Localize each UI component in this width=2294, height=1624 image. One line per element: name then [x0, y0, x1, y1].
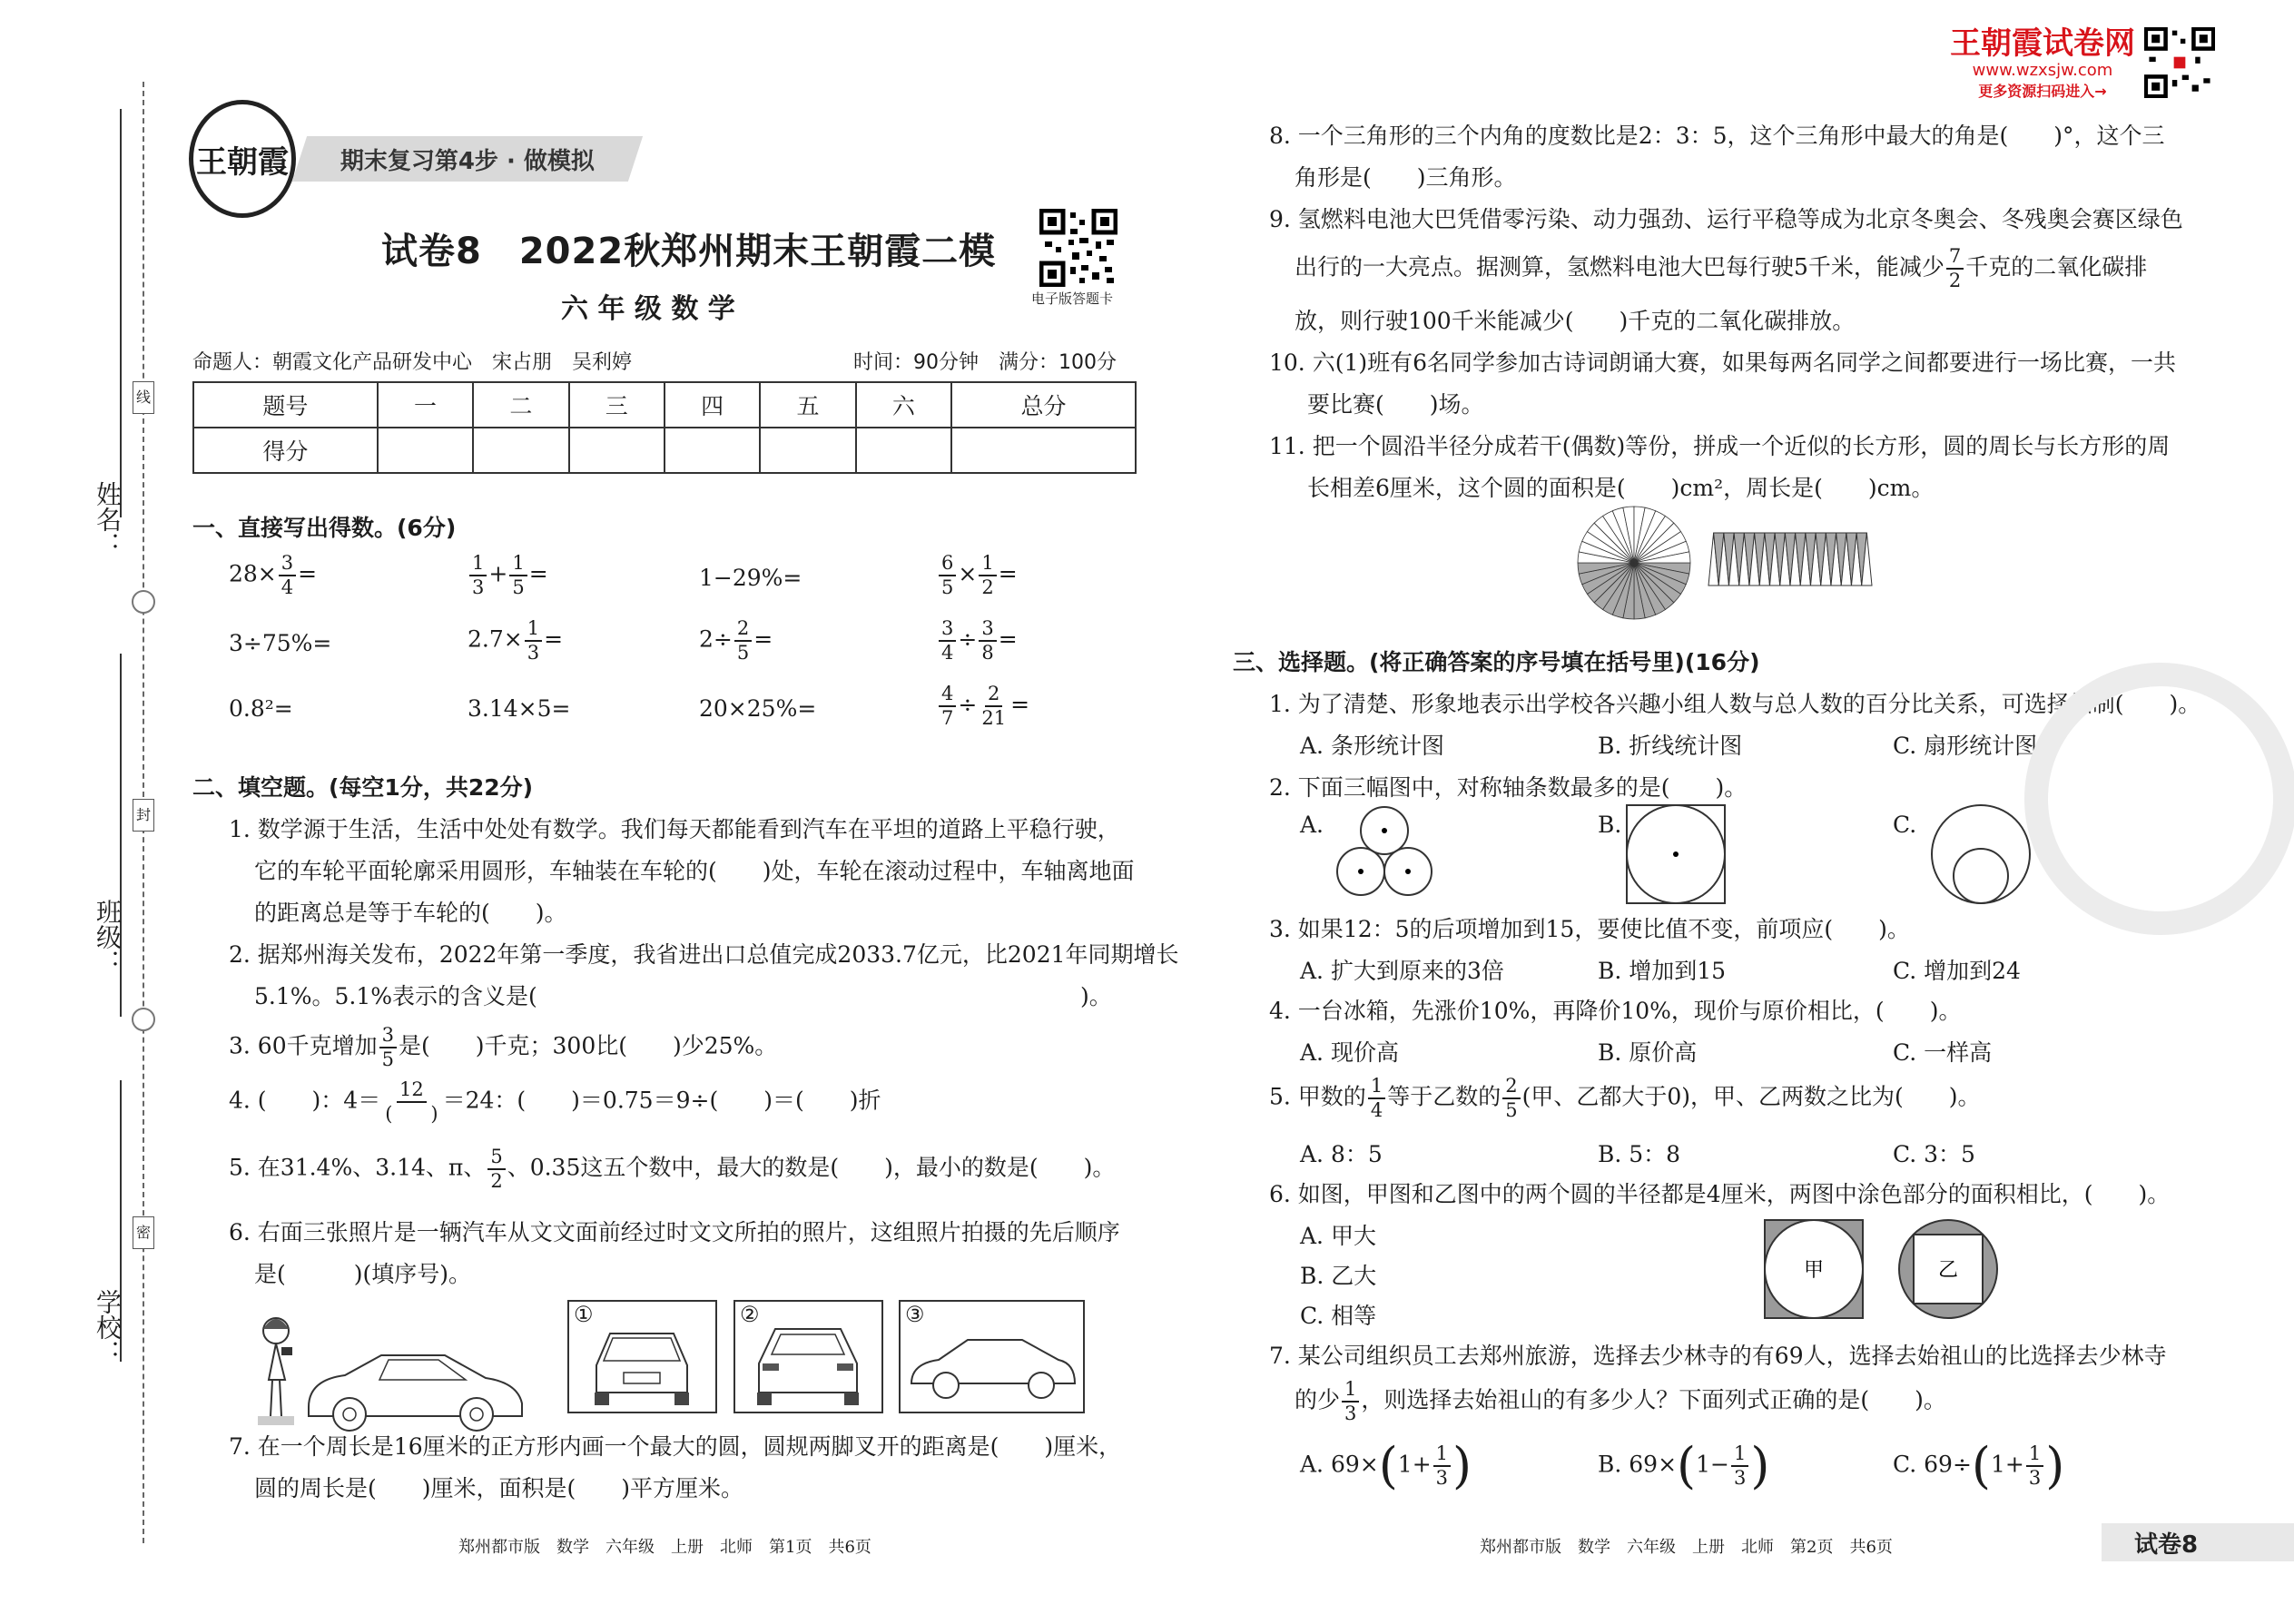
- question-text: )。: [1080, 983, 1112, 1009]
- question-text: 9. 氢燃料电池大巴凭借零污染、动力强劲、运行平稳等成为北京冬奥会、冬残奥会赛区绿色: [1269, 206, 2183, 232]
- question-text: 8. 一个三角形的三个内角的度数比是2：3：5，这个三角形中最大的角是( )°，这个三: [1269, 123, 2165, 149]
- calc-item: $\frac{1}{3}$ + $\frac{1}{5}$ =: [468, 554, 548, 597]
- table-cell: 总分: [951, 382, 1136, 428]
- binding-hole: [132, 1008, 155, 1031]
- option-b[interactable]: B. 折线统计图: [1598, 733, 1743, 759]
- question-text: 2. 下面三幅图中，对称轴条数最多的是( )。: [1269, 774, 1748, 801]
- review-ribbon: 期末复习第4步 · 做模拟: [292, 136, 643, 182]
- calc-item: 3.14×5=: [468, 695, 571, 722]
- car-side-photo: [901, 1302, 1083, 1412]
- calc-item: 20×25%=: [699, 695, 817, 722]
- brand-logo[interactable]: 王朝霞试卷网 www.wzxsjw.com 更多资源扫码进入→: [1950, 25, 2135, 101]
- question-text: 7. 某公司组织员工去郑州旅游，选择去少林寺的有69人，选择去始祖山的比选择去少林寺: [1269, 1343, 2167, 1369]
- name-blank[interactable]: [120, 109, 122, 517]
- photo-3: ③: [899, 1300, 1085, 1413]
- table-cell: 四: [665, 382, 760, 428]
- table-cell: 六: [856, 382, 951, 428]
- tangent-circles-figure: [1925, 803, 2038, 905]
- table-cell: 题号: [193, 382, 378, 428]
- question-5-choice: 5. 甲数的 $\frac{1}{4}$ 等于乙数的 $\frac{2}{5}$ (甲、乙都大于0)，甲、乙两数之比为( )。: [1269, 1075, 1981, 1121]
- question-text: 3. 如果12：5的后项增加到15，要使比值不变，前项应( )。: [1269, 916, 1910, 942]
- exam-authors: 命题人：朝霞文化产品研发中心 宋占朋 吴利婷: [192, 351, 633, 374]
- score-value-row: [193, 428, 1136, 473]
- question-text: 的距离总是等于车轮的( )。: [254, 900, 567, 926]
- score-input-cell[interactable]: [951, 428, 1136, 473]
- option-a[interactable]: A. 现价高: [1300, 1039, 1399, 1066]
- name-label: 姓名：: [93, 481, 123, 557]
- logo-text: 王朝霞: [196, 143, 289, 181]
- question-text: 1. 为了清楚、形象地表示出学校各兴趣小组人数与总人数的百分比关系，可选择绘制( )。: [1269, 691, 2201, 717]
- section-1-heading: 一、直接写出得数。(6分): [192, 515, 457, 541]
- table-cell: 得分: [193, 428, 378, 473]
- table-cell: 三: [569, 382, 665, 428]
- calc-item: 1−29%=: [699, 565, 802, 591]
- option-a[interactable]: A.: [1300, 812, 1324, 838]
- option-a[interactable]: A. 8：5: [1300, 1141, 1383, 1167]
- option-a[interactable]: A. 69×(1+ $\frac{1}{3}$ ): [1300, 1437, 1472, 1494]
- calc-item: 2.7× $\frac{1}{3}$ =: [468, 617, 564, 664]
- qr-caption: 电子版答题卡: [1031, 290, 1114, 307]
- question-text: 2. 据郑州海关发布，2022年第一季度，我省进出口总值完成2033.7亿元，比2021年同期增长: [229, 941, 1179, 968]
- score-input-cell[interactable]: [760, 428, 855, 473]
- photo-1: ①: [567, 1300, 717, 1413]
- option-c[interactable]: C. 增加到24: [1893, 958, 2021, 984]
- class-label: 班级：: [93, 899, 123, 975]
- option-b[interactable]: B. 5：8: [1598, 1141, 1681, 1167]
- option-a[interactable]: A. 甲大: [1300, 1223, 1376, 1249]
- option-a[interactable]: A. 扩大到原来的3倍: [1300, 958, 1504, 984]
- option-c[interactable]: C. 扇形统计图: [1893, 733, 2038, 759]
- option-c[interactable]: C. 相等: [1300, 1303, 1377, 1329]
- option-c[interactable]: C. 3：5: [1893, 1141, 1975, 1167]
- footer-right: 郑州都市版 数学 六年级 上册 北师 第2页 共6页: [1480, 1538, 1893, 1557]
- score-input-cell[interactable]: [569, 428, 665, 473]
- question-text: 放，则行驶100千米能减少( )千克的二氧化碳排放。: [1295, 308, 1856, 334]
- question-text: 1. 数学源于生活，生活中处处有数学。我们每天都能看到汽车在平坦的道路上平稳行驶，: [229, 816, 1120, 842]
- circle-in-square-figure: [1625, 803, 1727, 905]
- exam-time: 时间：90分钟 满分：100分: [853, 351, 1117, 374]
- calc-item: $\frac{6}{5}$ × $\frac{1}{2}$ =: [937, 554, 1018, 597]
- brand-qr-icon[interactable]: [2144, 27, 2215, 98]
- score-input-cell[interactable]: [856, 428, 951, 473]
- seal-feng-mark: 封: [133, 799, 154, 832]
- option-c[interactable]: C.: [1893, 812, 1917, 838]
- footer-left: 郑州都市版 数学 六年级 上册 北师 第1页 共6页: [458, 1538, 871, 1557]
- question-text: 7. 在一个周长是16厘米的正方形内画一个最大的圆，圆规两脚叉开的距离是( )厘米，: [229, 1433, 1122, 1460]
- figure-jia: [1763, 1218, 1865, 1320]
- option-b[interactable]: B. 原价高: [1598, 1039, 1698, 1066]
- school-label: 学校：: [93, 1289, 123, 1365]
- calc-item: $\frac{3}{4}$ ÷ $\frac{3}{8}$ =: [937, 619, 1018, 663]
- question-text: 10. 六(1)班有6名同学参加古诗词朗诵大赛，如果每两名同学之间都要进行一场比赛，一共: [1269, 349, 2177, 376]
- approx-rectangle-figure: [1707, 531, 1875, 587]
- figure-yi: [1897, 1218, 1999, 1320]
- option-c[interactable]: C. 一样高: [1893, 1039, 1993, 1066]
- question-text: 要比赛( )场。: [1307, 391, 1484, 418]
- binding-hole: [132, 590, 155, 614]
- qr-code-icon[interactable]: [1039, 209, 1117, 287]
- question-text: 角形是( )三角形。: [1295, 164, 1517, 191]
- question-4: 4. ( )：4＝ $\frac{12}{( )}$ ＝24：( )＝0.75＝9÷( )＝( )折: [229, 1078, 881, 1125]
- logo-badge: [189, 100, 296, 218]
- question-5: 5. 在31.4%、3.14、π、 $\frac{5}{2}$ 、0.35这五个数中，最大的数是( )，最小的数是( )。: [229, 1146, 1116, 1192]
- question-text: 它的车轮平面轮廓采用圆形，车轴装在车轮的( )处，车轮在滚动过程中，车轴离地面: [254, 858, 1135, 884]
- option-b[interactable]: B. 乙大: [1300, 1263, 1377, 1289]
- score-input-cell[interactable]: [378, 428, 473, 473]
- seal-mi-mark: 密: [133, 1216, 154, 1249]
- option-a[interactable]: A. 条形统计图: [1300, 733, 1444, 759]
- calc-item: 2÷ $\frac{2}{5}$ =: [699, 617, 773, 664]
- photo-2: ②: [733, 1300, 883, 1413]
- calc-item: 28× $\frac{3}{4}$ =: [229, 552, 318, 598]
- calc-item: 0.8²=: [229, 695, 293, 722]
- exam-badge: 试卷8: [2102, 1523, 2294, 1561]
- option-b[interactable]: B.: [1598, 812, 1622, 838]
- circle-sectors-figure: [1575, 504, 1693, 622]
- girl-and-car-illustration: [254, 1307, 527, 1439]
- section-2-heading: 二、填空题。(每空1分，共22分): [192, 774, 534, 801]
- question-text: 6. 如图，甲图和乙图中的两个圆的半径都是4厘米，两图中涂色部分的面积相比，( )。: [1269, 1181, 2171, 1207]
- question-text: 5.1%。5.1%表示的含义是(: [254, 983, 537, 1009]
- question-text: 6. 右面三张照片是一辆汽车从文文面前经过时文文所拍的照片，这组照片拍摄的先后顺序: [229, 1219, 1120, 1245]
- question-text: 是( )(填序号)。: [254, 1261, 472, 1287]
- table-cell: 一: [378, 382, 473, 428]
- question-text: 11. 把一个圆沿半径分成若干(偶数)等份，拼成一个近似的长方形，圆的周长与长方形的周: [1269, 433, 2171, 459]
- table-cell: 二: [473, 382, 568, 428]
- question-text: 长相差6厘米，这个圆的面积是( )cm²，周长是( )cm。: [1307, 475, 1935, 501]
- question-7-line: 的少 $\frac{1}{3}$ ，则选择去始祖山的有多少人？下面列式正确的是( )。: [1295, 1378, 1946, 1424]
- watermark-seal: [2024, 663, 2294, 935]
- score-input-cell[interactable]: [473, 428, 568, 473]
- calc-item: $\frac{4}{7}$ ÷ $\frac{2}{21}$ =: [937, 684, 1029, 728]
- question-3: 3. 60千克增加 $\frac{3}{5}$ 是( )千克；300比( )少25%。: [229, 1024, 778, 1070]
- calc-item: 3÷75%=: [229, 630, 332, 656]
- score-input-cell[interactable]: [665, 428, 760, 473]
- subject-title: 六 年 级 数 学: [561, 293, 735, 325]
- section-3-heading: 三、选择题。(将正确答案的序号填在括号里)(16分): [1233, 649, 1760, 675]
- question-text: 圆的周长是( )厘米，面积是( )平方厘米。: [254, 1475, 744, 1501]
- seal-line-mark: 线: [133, 381, 154, 414]
- three-circles-figure: [1334, 803, 1434, 899]
- question-text: 4. 一台冰箱，先涨价10%，再降价10%，现价与原价相比，( )。: [1269, 998, 1962, 1024]
- table-cell: 五: [760, 382, 855, 428]
- figure-yi-label: 乙: [1937, 1259, 1959, 1282]
- score-table: [192, 381, 1137, 474]
- option-b[interactable]: B. 69×(1− $\frac{1}{3}$ ): [1598, 1437, 1770, 1494]
- score-header-row: [193, 382, 1136, 428]
- page-title: 试卷8 2022秋郑州期末王朝霞二模: [381, 231, 997, 272]
- option-c[interactable]: C. 69÷(1+ $\frac{1}{3}$ ): [1893, 1437, 2065, 1494]
- question-9-line: 出行的一大亮点。据测算，氢燃料电池大巴每行驶5千米，能减少 $\frac{7}{2}$ 千克的二氧化碳排: [1295, 245, 2148, 291]
- option-b[interactable]: B. 增加到15: [1598, 958, 1727, 984]
- figure-jia-label: 甲: [1803, 1259, 1825, 1282]
